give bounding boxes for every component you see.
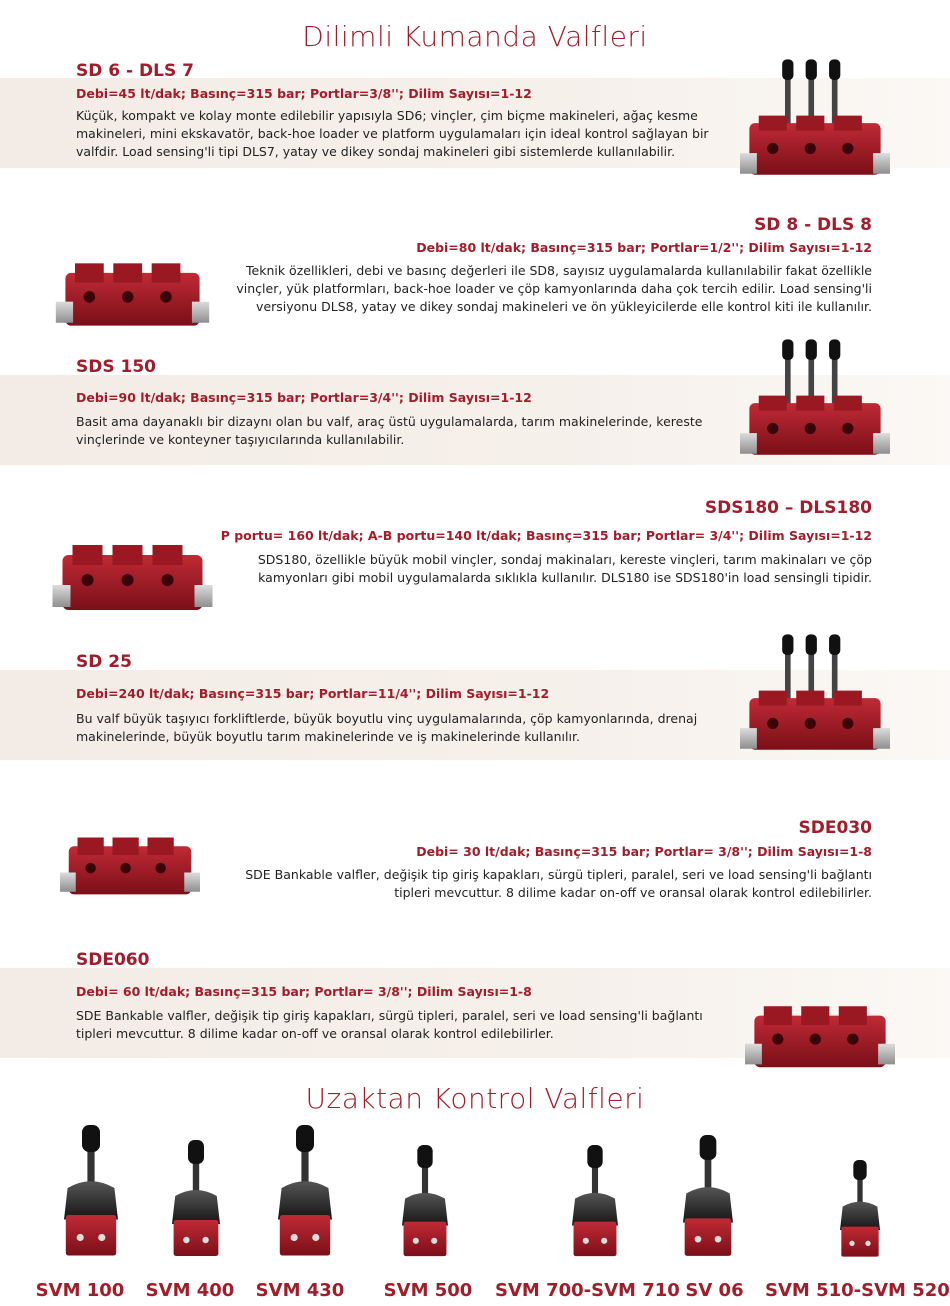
valve-description: SDS180, özellikle büyük mobil vinçler, sondaj makinaları, kereste vinçleri, tarım makinaları ve çöp kamyonları gibi mobil uygulamalarda sıklıkla kullanılır. DLS180 ise SDS180'in load sensingli tipidir. xyxy=(257,552,872,585)
valve-bank-icon xyxy=(60,795,200,915)
valve-bank-icon xyxy=(740,335,890,475)
remote-valve-name: SVM 700-SVM 710 xyxy=(495,1280,680,1301)
joystick-icon xyxy=(668,1135,748,1260)
valve-spec: Debi= 60 lt/dak; Basınç=315 bar; Portlar= 3/8''; Dilim Sayısı=1-8 xyxy=(76,984,532,999)
valve-name: SDE060 xyxy=(76,950,150,970)
valve-name: SD 6 - DLS 7 xyxy=(76,61,194,81)
valve-bank-icon xyxy=(740,55,890,195)
remote-valve-name: SVM 510-SVM 520 xyxy=(765,1280,950,1301)
valve-name: SD 25 xyxy=(76,652,132,672)
valve-spec: Debi=240 lt/dak; Basınç=315 bar; Portlar=11/4''; Dilim Sayısı=1-12 xyxy=(76,686,550,701)
valve-bank-icon xyxy=(45,225,220,340)
section-title: Uzaktan Kontrol Valfleri xyxy=(305,1082,645,1115)
remote-valve-name: SV 06 xyxy=(685,1280,744,1301)
joystick-icon xyxy=(800,1160,920,1260)
valve-description: SDE Bankable valfler, değişik tip giriş kapakları, sürgü tipleri, paralel, seri ve load sensing'li bağlantı tipleri mevcuttur. 8 dilime kadar on-off ve oransal olarak kontrol edilebilirler. xyxy=(76,1008,703,1041)
joystick-icon xyxy=(160,1140,232,1260)
remote-valve-name: SVM 400 xyxy=(145,1280,235,1301)
valve-name: SDS 150 xyxy=(76,357,157,377)
joystick-icon xyxy=(55,1125,127,1260)
valve-description: SDE Bankable valfler, değişik tip giriş kapakları, sürgü tipleri, paralel, seri ve load sensing'li bağlantı tipleri mevcuttur. 8 dilime kadar on-off ve oransal olarak kontrol edilebilirler. xyxy=(245,867,872,900)
valve-description: Bu valf büyük taşıyıcı forkliftlerde, büyük boyutlu vinç uygulamalarında, çöp kamyonlarında, drenaj makinelerinde, büyük boyutlu tarım makinelerinde ve iş makinelerinde kullanılır. xyxy=(76,711,698,744)
valve-bank-icon xyxy=(745,965,895,1085)
valve-name: SDE030 xyxy=(798,818,872,838)
valve-bank-icon xyxy=(740,625,890,775)
valve-spec: Debi= 30 lt/dak; Basınç=315 bar; Portlar= 3/8''; Dilim Sayısı=1-8 xyxy=(416,844,872,859)
remote-valve-name: SVM 100 xyxy=(35,1280,125,1301)
valve-spec: Debi=90 lt/dak; Basınç=315 bar; Portlar=3/4''; Dilim Sayısı=1-12 xyxy=(76,390,532,405)
joystick-icon xyxy=(265,1125,345,1260)
valve-bank-icon xyxy=(50,505,215,625)
joystick-icon xyxy=(365,1145,485,1260)
valve-description: Teknik özellikleri, debi ve basınç değerleri ile SD8, sayısız uygulamalarda kullanılabilir fakat özellikle vinçler, yük platformları, back-hoe loader ve çöp kamyonlarında daha çok tercih edilir. Load sensing'li versiyonu DLS8, yatay ve dikey sondaj makineleri ve ön yükleyicilerde elle kontrol kiti ile kullanılır. xyxy=(236,263,872,314)
remote-valve-name: SVM 500 xyxy=(383,1280,473,1301)
valve-spec: Debi=80 lt/dak; Basınç=315 bar; Portlar=1/2''; Dilim Sayısı=1-12 xyxy=(416,240,872,255)
page-title: Dilimli Kumanda Valfleri xyxy=(302,20,648,53)
valve-name: SD 8 - DLS 8 xyxy=(754,215,872,235)
remote-valve-name: SVM 430 xyxy=(255,1280,345,1301)
valve-description: Basit ama dayanaklı bir dizaynı olan bu valf, araç üstü uygulamalarda, tarım makinelerinde, kereste vinçlerinde ve konteyner taşıyıcılarında kullanılabilir. xyxy=(76,414,703,447)
valve-name: SDS180 – DLS180 xyxy=(704,498,872,518)
valve-description: Küçük, kompakt ve kolay monte edilebilir yapısıyla SD6; vinçler, çim biçme makineleri, ağaç kesme makineleri, mini ekskavatör, back-hoe loader ve platform uygulamaları için ideal kontrol sağlayan bir valfdir. Load sensing'li tipi DLS7, yatay ve dikey sondaj makineleri gibi sistemlerde kullanılabilir. xyxy=(76,108,709,159)
valve-spec: Debi=45 lt/dak; Basınç=315 bar; Portlar=3/8''; Dilim Sayısı=1-12 xyxy=(76,86,532,101)
valve-spec: P portu= 160 lt/dak; A-B portu=140 lt/dak; Basınç=315 bar; Portlar= 3/4''; Dilim Sayısı=1-12 xyxy=(220,528,872,543)
joystick-icon xyxy=(540,1145,650,1260)
